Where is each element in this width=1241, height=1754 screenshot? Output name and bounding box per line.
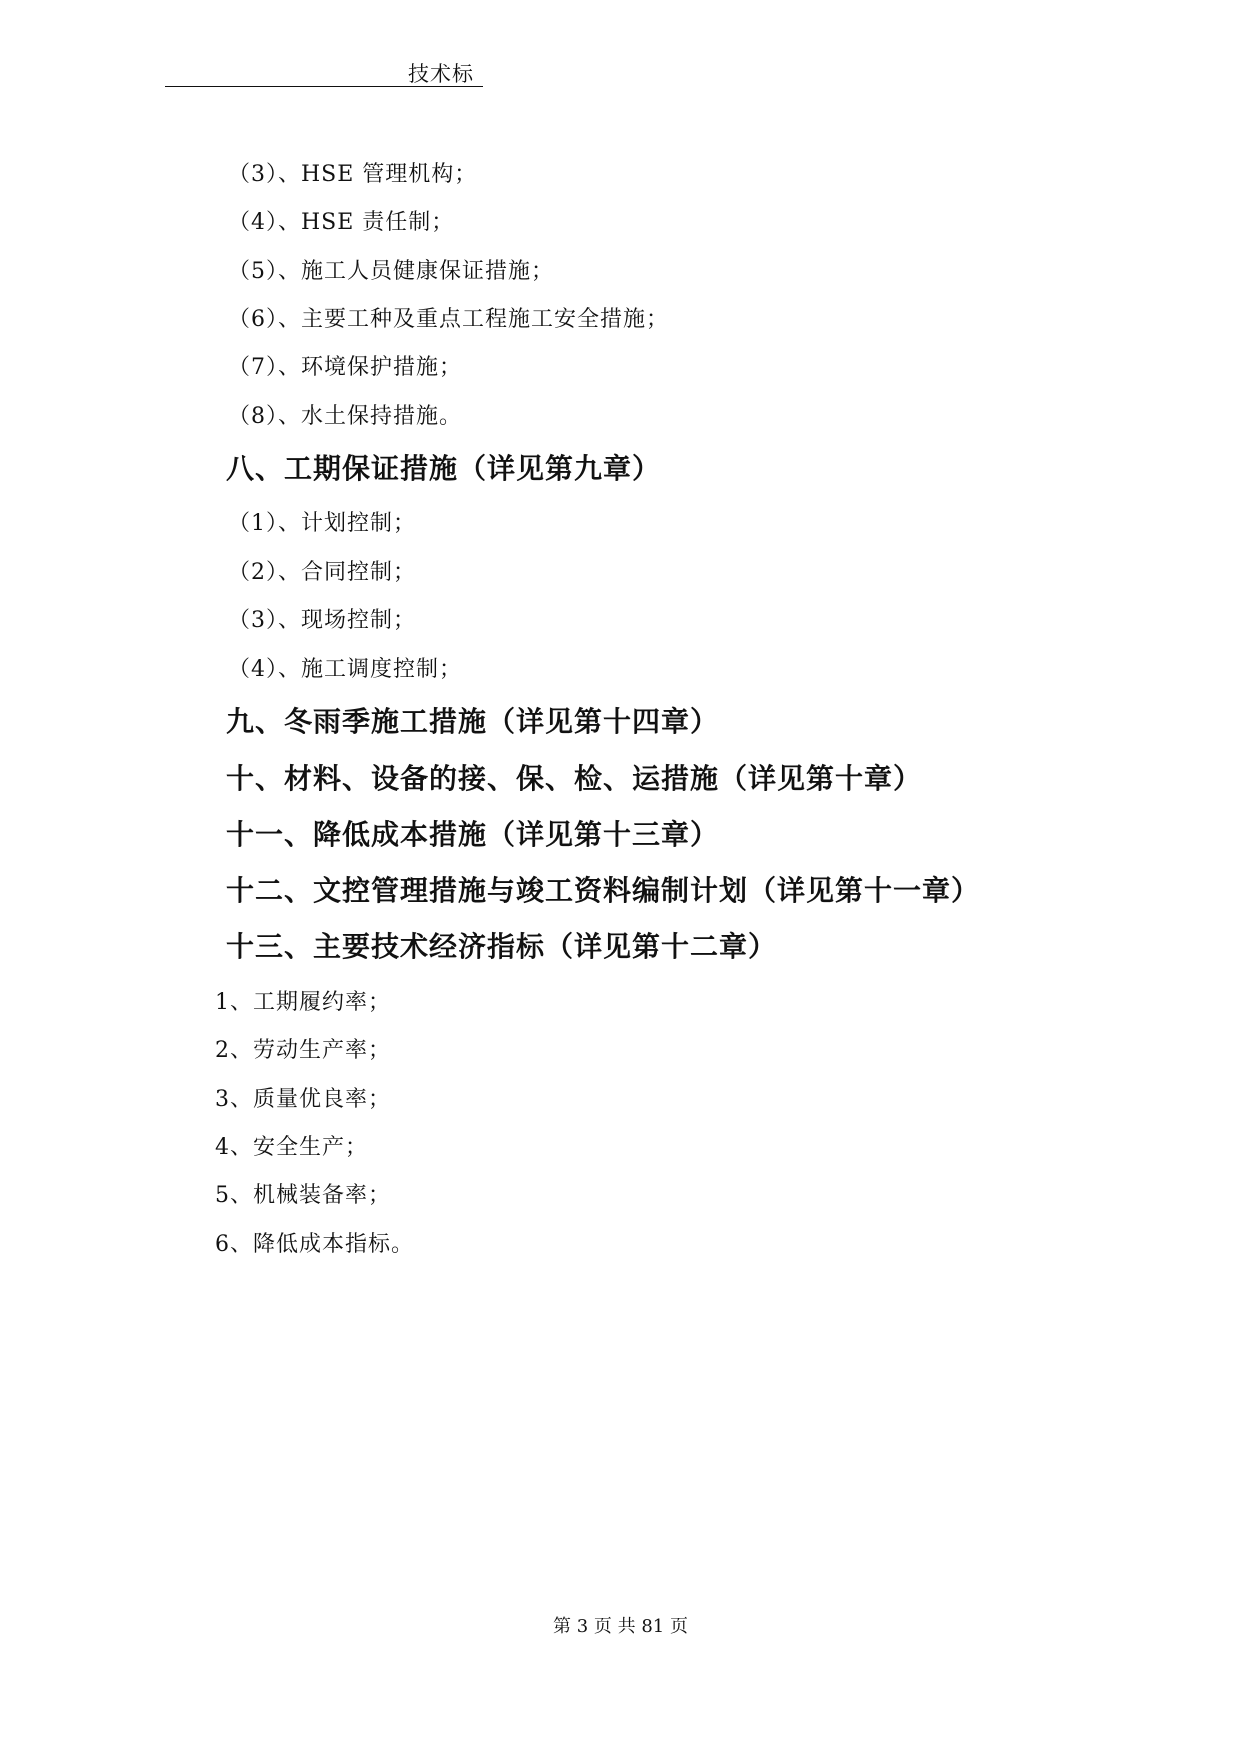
header-title: 技术标 <box>408 62 474 86</box>
list-item: （6）、主要工种及重点工程施工安全措施； <box>228 307 669 332</box>
list-item: （1）、计划控制； <box>228 511 416 536</box>
list-item: （2）、合同控制； <box>228 560 416 585</box>
section-heading: 十、材料、设备的接、保、检、运措施（详见第十章） <box>226 762 923 795</box>
list-item: 6、降低成本指标。 <box>215 1232 414 1257</box>
list-item: （4）、HSE 责任制； <box>228 210 455 235</box>
list-item: 5、机械装备率； <box>215 1183 391 1208</box>
list-item: 4、安全生产； <box>215 1135 368 1160</box>
list-item: （5）、施工人员健康保证措施； <box>228 259 554 284</box>
page-header <box>165 56 483 87</box>
section-heading: 十一、降低成本措施（详见第十三章） <box>226 818 720 851</box>
section-heading: 十二、文控管理措施与竣工资料编制计划（详见第十一章） <box>226 874 981 907</box>
section-heading: 九、冬雨季施工措施（详见第十四章） <box>226 705 720 738</box>
list-item: 3、质量优良率； <box>215 1087 391 1112</box>
list-item: 2、劳动生产率； <box>215 1038 391 1063</box>
list-item: （4）、施工调度控制； <box>228 657 462 682</box>
list-item: （8）、水土保持措施。 <box>228 404 462 429</box>
list-item: （3）、HSE 管理机构； <box>228 162 478 187</box>
list-item: （7）、环境保护措施； <box>228 355 462 380</box>
section-heading: 十三、主要技术经济指标（详见第十二章） <box>226 930 778 963</box>
section-heading: 八、工期保证措施（详见第九章） <box>226 452 662 485</box>
list-item: 1、工期履约率； <box>215 990 391 1015</box>
page-number: 第 3 页 共 81 页 <box>553 1616 688 1637</box>
list-item: （3）、现场控制； <box>228 608 416 633</box>
